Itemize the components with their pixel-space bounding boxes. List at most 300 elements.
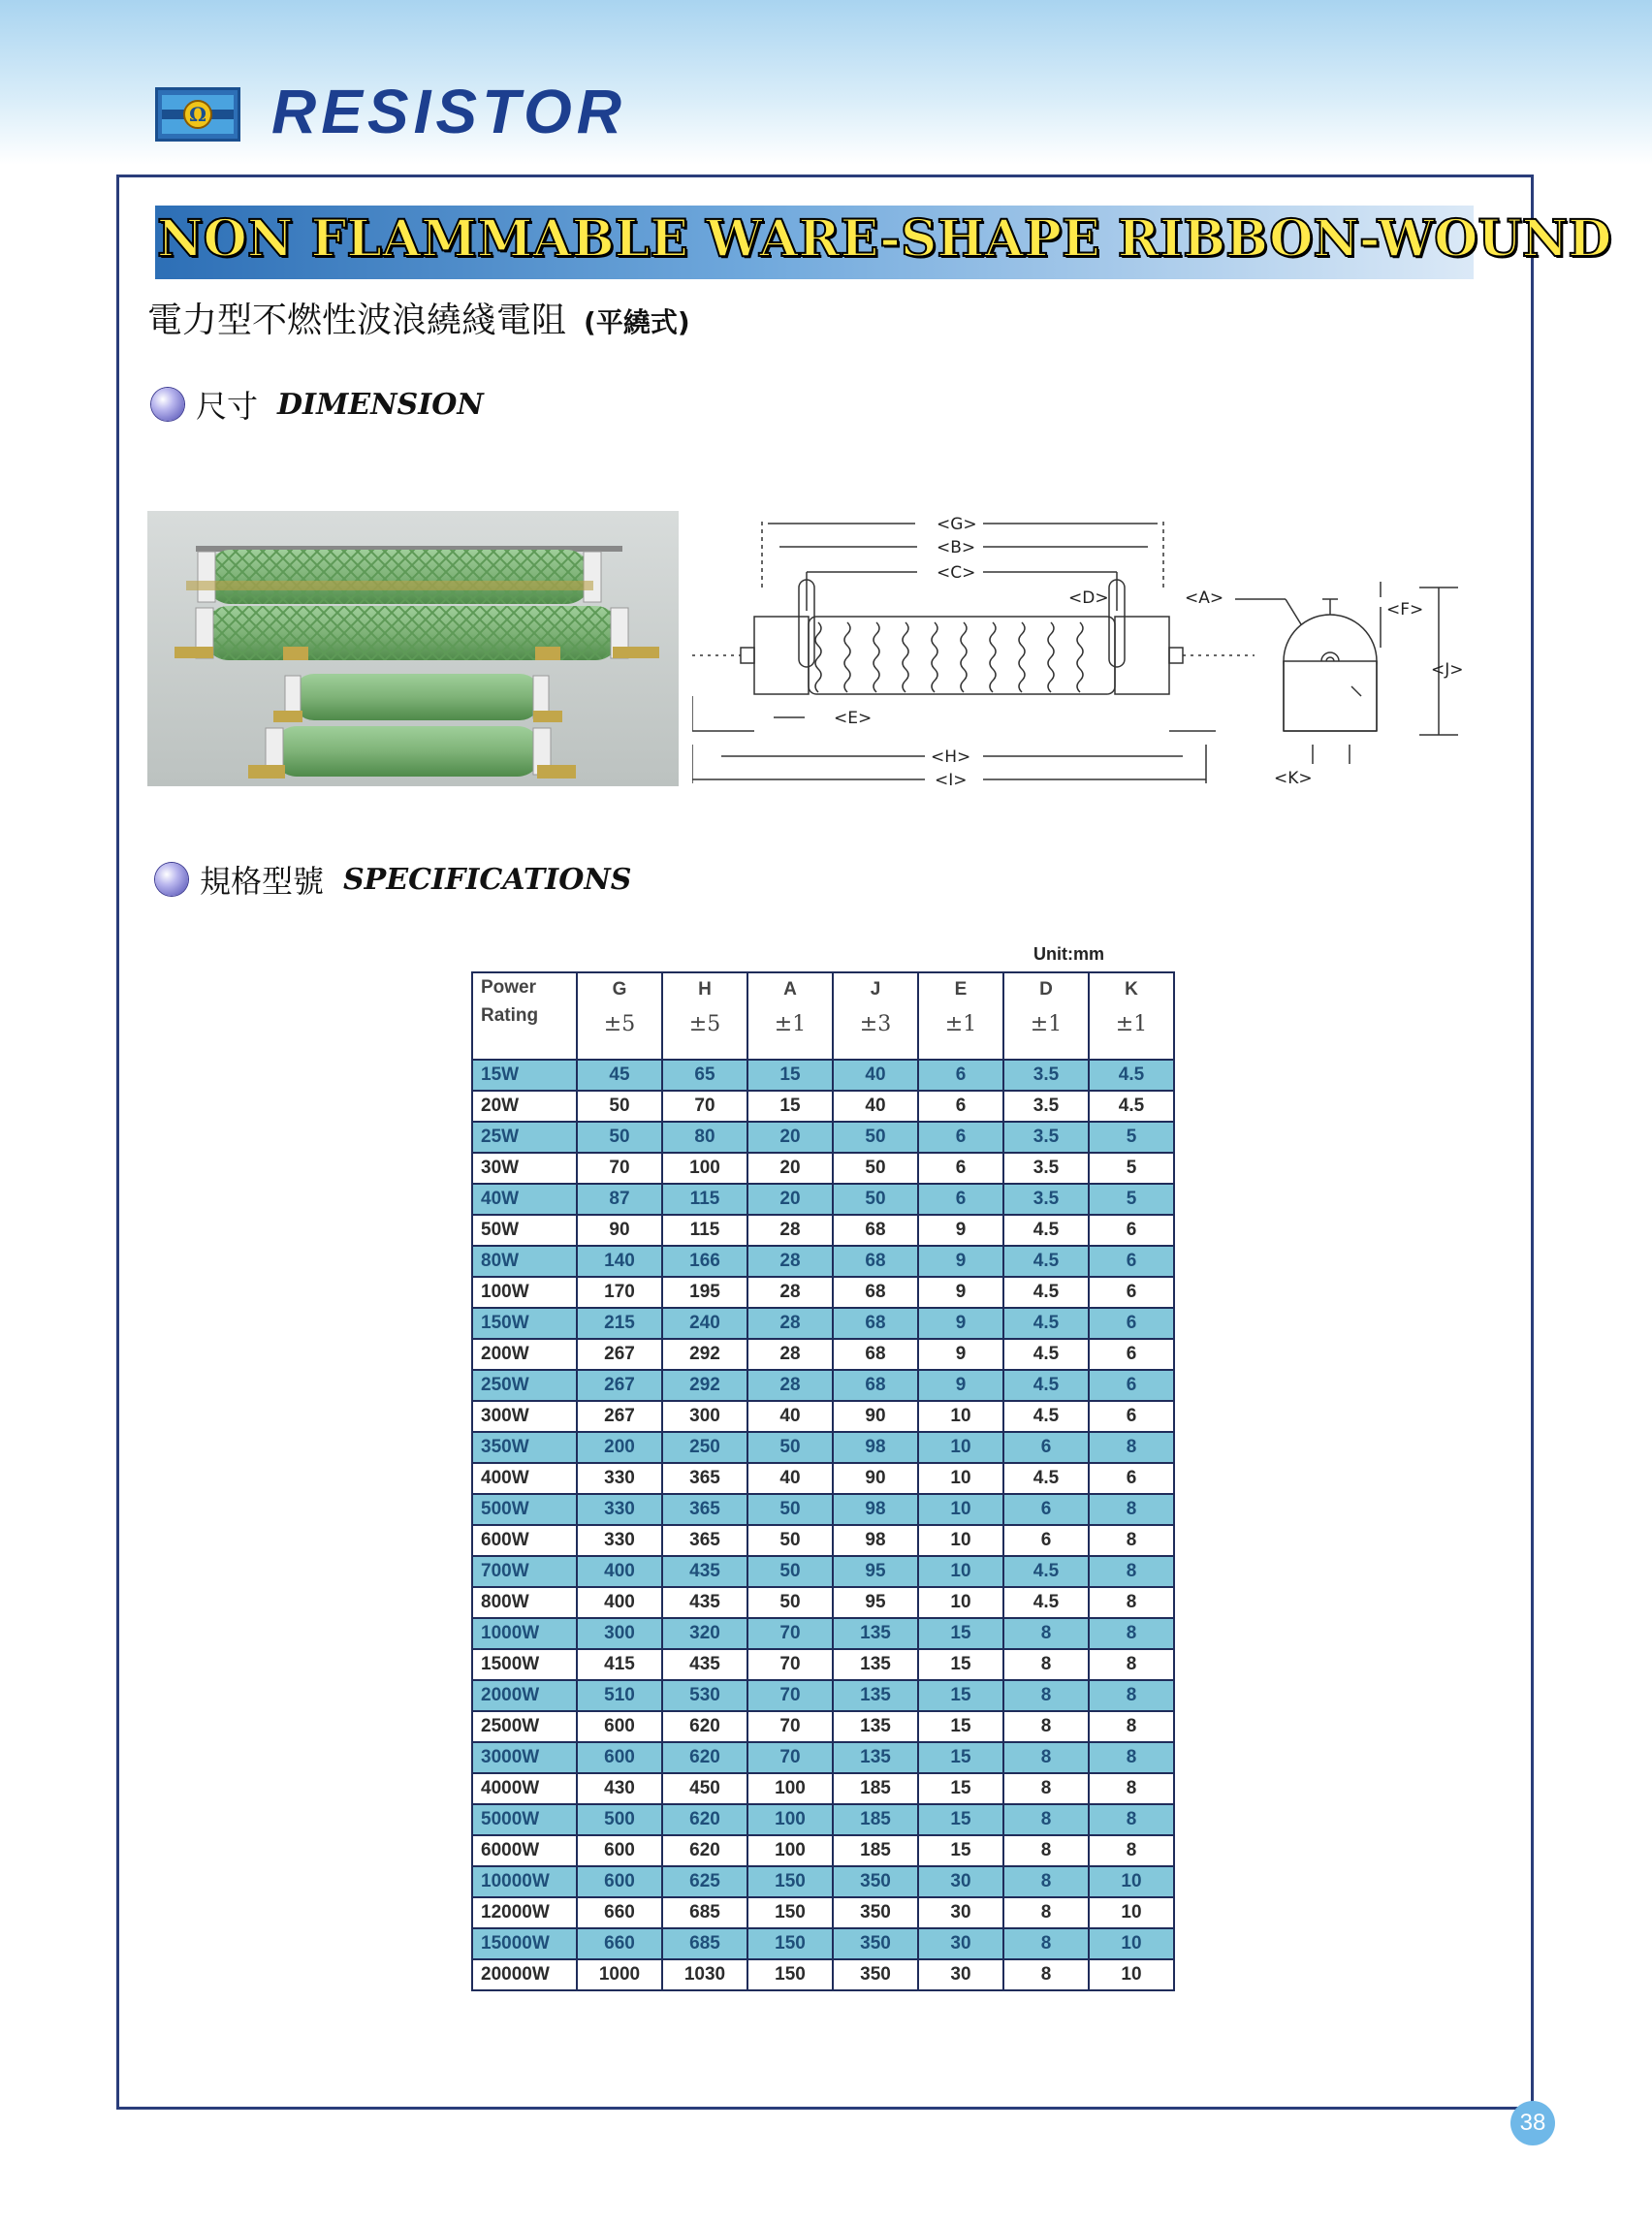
table-cell: 8 xyxy=(1089,1742,1174,1773)
table-cell: 3.5 xyxy=(1003,1184,1089,1215)
table-cell: 9 xyxy=(918,1246,1003,1277)
power-rating-cell: 30W xyxy=(472,1153,577,1184)
bullet-icon xyxy=(151,388,184,421)
table-cell: 620 xyxy=(662,1804,747,1835)
table-cell: 4.5 xyxy=(1089,1060,1174,1091)
table-row xyxy=(472,1494,1174,1525)
table-cell: 250 xyxy=(662,1432,747,1463)
table-cell: 5 xyxy=(1089,1122,1174,1153)
table-cell: 240 xyxy=(662,1308,747,1339)
power-rating-cell: 10000W xyxy=(472,1866,577,1897)
table-cell: 40 xyxy=(747,1463,833,1494)
table-cell: 65 xyxy=(662,1060,747,1091)
table-cell: 8 xyxy=(1003,1773,1089,1804)
column-header-label: A xyxy=(783,979,797,1000)
table-cell: 10 xyxy=(1089,1959,1174,1990)
specifications-english: SPECIFICATIONS xyxy=(343,862,632,897)
subtitle-paren: (平繞式) xyxy=(584,306,690,338)
table-cell: 6 xyxy=(1089,1401,1174,1432)
label-I: <I> xyxy=(935,771,968,790)
table-cell: 4.5 xyxy=(1003,1246,1089,1277)
table-cell: 3.5 xyxy=(1003,1122,1089,1153)
column-header-label: K xyxy=(1125,979,1138,1000)
table-cell: 98 xyxy=(833,1494,918,1525)
power-rating-cell: 15W xyxy=(472,1060,577,1091)
power-rating-cell: 1000W xyxy=(472,1618,577,1649)
table-row xyxy=(472,1556,1174,1587)
power-rating-cell: 350W xyxy=(472,1432,577,1463)
power-rating-cell: 250W xyxy=(472,1370,577,1401)
table-cell: 400 xyxy=(577,1587,662,1618)
table-row xyxy=(472,1649,1174,1680)
product-photo xyxy=(147,511,679,786)
table-cell: 6 xyxy=(1089,1277,1174,1308)
power-rating-cell: 20W xyxy=(472,1091,577,1122)
table-cell: 8 xyxy=(1089,1587,1174,1618)
table-cell: 8 xyxy=(1089,1432,1174,1463)
table-cell: 6 xyxy=(1003,1432,1089,1463)
table-cell: 70 xyxy=(577,1153,662,1184)
table-cell: 4.5 xyxy=(1003,1463,1089,1494)
table-row xyxy=(472,1277,1174,1308)
table-cell: 350 xyxy=(833,1866,918,1897)
column-header xyxy=(833,972,918,1060)
table-row xyxy=(472,1804,1174,1835)
table-cell: 100 xyxy=(747,1835,833,1866)
table-cell: 6 xyxy=(1089,1246,1174,1277)
table-cell: 430 xyxy=(577,1773,662,1804)
table-cell: 70 xyxy=(747,1680,833,1711)
table-cell: 620 xyxy=(662,1711,747,1742)
table-cell: 140 xyxy=(577,1246,662,1277)
table-cell: 90 xyxy=(833,1401,918,1432)
table-cell: 435 xyxy=(662,1587,747,1618)
table-cell: 4.5 xyxy=(1003,1556,1089,1587)
column-header-label: J xyxy=(870,979,881,1000)
power-rating-cell: 4000W xyxy=(472,1773,577,1804)
table-cell: 350 xyxy=(833,1897,918,1928)
table-cell: 9 xyxy=(918,1215,1003,1246)
power-rating-cell: 100W xyxy=(472,1277,577,1308)
table-row xyxy=(472,1742,1174,1773)
table-cell: 8 xyxy=(1003,1866,1089,1897)
label-K: <K> xyxy=(1274,769,1313,788)
table-cell: 95 xyxy=(833,1587,918,1618)
table-cell: 15 xyxy=(918,1711,1003,1742)
table-row xyxy=(472,1122,1174,1153)
column-header xyxy=(1003,972,1089,1060)
table-cell: 435 xyxy=(662,1556,747,1587)
table-cell: 15 xyxy=(918,1680,1003,1711)
table-cell: 400 xyxy=(577,1556,662,1587)
table-cell: 4.5 xyxy=(1003,1339,1089,1370)
table-cell: 135 xyxy=(833,1649,918,1680)
table-cell: 3.5 xyxy=(1003,1060,1089,1091)
table-cell: 90 xyxy=(577,1215,662,1246)
table-cell: 40 xyxy=(747,1401,833,1432)
table-cell: 15 xyxy=(747,1060,833,1091)
table-cell: 320 xyxy=(662,1618,747,1649)
table-cell: 50 xyxy=(747,1432,833,1463)
power-rating-cell: 800W xyxy=(472,1587,577,1618)
table-cell: 300 xyxy=(577,1618,662,1649)
table-cell: 330 xyxy=(577,1525,662,1556)
table-row xyxy=(472,1928,1174,1959)
table-cell: 600 xyxy=(577,1866,662,1897)
power-rating-cell: 15000W xyxy=(472,1928,577,1959)
table-cell: 185 xyxy=(833,1835,918,1866)
table-cell: 68 xyxy=(833,1246,918,1277)
table-cell: 5 xyxy=(1089,1184,1174,1215)
table-cell: 30 xyxy=(918,1928,1003,1959)
table-cell: 267 xyxy=(577,1401,662,1432)
table-cell: 267 xyxy=(577,1339,662,1370)
table-cell: 600 xyxy=(577,1835,662,1866)
column-tolerance: ±5 xyxy=(603,1012,636,1036)
product-title: NON FLAMMABLE WARE-SHAPE RIBBON-WOUND xyxy=(157,209,1612,269)
table-cell: 215 xyxy=(577,1308,662,1339)
table-cell: 450 xyxy=(662,1773,747,1804)
table-cell: 9 xyxy=(918,1370,1003,1401)
column-tolerance: ±3 xyxy=(859,1012,892,1036)
table-cell: 660 xyxy=(577,1928,662,1959)
table-row xyxy=(472,1897,1174,1928)
table-cell: 6 xyxy=(1089,1339,1174,1370)
table-cell: 620 xyxy=(662,1742,747,1773)
power-rating-cell: 25W xyxy=(472,1122,577,1153)
table-cell: 9 xyxy=(918,1277,1003,1308)
table-cell: 10 xyxy=(918,1587,1003,1618)
table-cell: 8 xyxy=(1089,1711,1174,1742)
table-row xyxy=(472,1060,1174,1091)
table-cell: 8 xyxy=(1003,1835,1089,1866)
power-rating-cell: 600W xyxy=(472,1525,577,1556)
table-cell: 10 xyxy=(918,1401,1003,1432)
table-cell: 8 xyxy=(1003,1649,1089,1680)
table-cell: 8 xyxy=(1003,1804,1089,1835)
table-cell: 6 xyxy=(1089,1308,1174,1339)
header-background xyxy=(0,0,1652,165)
table-row xyxy=(472,1091,1174,1122)
label-A: <A> xyxy=(1185,588,1224,608)
table-cell: 6 xyxy=(1003,1525,1089,1556)
table-cell: 4.5 xyxy=(1003,1215,1089,1246)
table-cell: 50 xyxy=(577,1091,662,1122)
table-body xyxy=(472,1060,1174,1990)
power-rating-cell: 500W xyxy=(472,1494,577,1525)
column-tolerance: ±1 xyxy=(944,1012,977,1036)
column-header xyxy=(747,972,833,1060)
table-cell: 50 xyxy=(833,1184,918,1215)
power-rating-cell: 6000W xyxy=(472,1835,577,1866)
table-cell: 70 xyxy=(747,1649,833,1680)
table-cell: 8 xyxy=(1003,1928,1089,1959)
table-cell: 350 xyxy=(833,1959,918,1990)
label-B: <B> xyxy=(937,538,976,557)
table-cell: 50 xyxy=(833,1122,918,1153)
column-header xyxy=(577,972,662,1060)
power-rating-cell: 20000W xyxy=(472,1959,577,1990)
table-cell: 8 xyxy=(1003,1897,1089,1928)
table-cell: 150 xyxy=(747,1866,833,1897)
table-cell: 50 xyxy=(577,1122,662,1153)
column-header-label: E xyxy=(954,979,968,1000)
column-header xyxy=(1089,972,1174,1060)
table-cell: 365 xyxy=(662,1494,747,1525)
column-header-label: H xyxy=(698,979,712,1000)
table-cell: 4.5 xyxy=(1003,1277,1089,1308)
table-cell: 50 xyxy=(747,1587,833,1618)
table-row xyxy=(472,1339,1174,1370)
power-rating-cell: 200W xyxy=(472,1339,577,1370)
table-cell: 4.5 xyxy=(1003,1587,1089,1618)
power-rating-cell: 2000W xyxy=(472,1680,577,1711)
table-cell: 15 xyxy=(918,1742,1003,1773)
page-number: 38 xyxy=(1510,2101,1555,2145)
table-cell: 6 xyxy=(918,1184,1003,1215)
table-cell: 8 xyxy=(1089,1649,1174,1680)
label-E: <E> xyxy=(834,709,873,728)
table-cell: 68 xyxy=(833,1339,918,1370)
label-D: <D> xyxy=(1068,588,1109,608)
column-tolerance: ±5 xyxy=(688,1012,721,1036)
table-cell: 70 xyxy=(747,1742,833,1773)
table-cell: 70 xyxy=(662,1091,747,1122)
table-cell: 4.5 xyxy=(1003,1308,1089,1339)
table-row xyxy=(472,1308,1174,1339)
table-cell: 8 xyxy=(1003,1711,1089,1742)
table-cell: 415 xyxy=(577,1649,662,1680)
table-row xyxy=(472,1432,1174,1463)
table-cell: 4.5 xyxy=(1089,1091,1174,1122)
table-cell: 8 xyxy=(1003,1680,1089,1711)
table-cell: 68 xyxy=(833,1370,918,1401)
table-cell: 267 xyxy=(577,1370,662,1401)
table-cell: 135 xyxy=(833,1711,918,1742)
table-cell: 6 xyxy=(1003,1494,1089,1525)
table-cell: 50 xyxy=(833,1153,918,1184)
table-cell: 28 xyxy=(747,1370,833,1401)
power-rating-cell: 150W xyxy=(472,1308,577,1339)
table-cell: 365 xyxy=(662,1525,747,1556)
table-row xyxy=(472,1246,1174,1277)
specifications-table xyxy=(471,971,1175,1991)
table-cell: 8 xyxy=(1089,1618,1174,1649)
dimension-chinese: 尺寸 xyxy=(196,388,259,425)
table-cell: 15 xyxy=(918,1835,1003,1866)
table-cell: 50 xyxy=(747,1556,833,1587)
table-cell: 185 xyxy=(833,1804,918,1835)
table-cell: 685 xyxy=(662,1897,747,1928)
table-cell: 195 xyxy=(662,1277,747,1308)
power-rating-cell: 300W xyxy=(472,1401,577,1432)
table-cell: 100 xyxy=(747,1804,833,1835)
unit-label: Unit:mm xyxy=(1033,944,1104,964)
column-header-label: G xyxy=(612,979,627,1000)
table-cell: 435 xyxy=(662,1649,747,1680)
table-cell: 68 xyxy=(833,1308,918,1339)
table-cell: 6 xyxy=(1089,1215,1174,1246)
power-rating-cell: 80W xyxy=(472,1246,577,1277)
table-cell: 90 xyxy=(833,1463,918,1494)
table-cell: 100 xyxy=(662,1153,747,1184)
table-cell: 68 xyxy=(833,1277,918,1308)
power-rating-cell: 400W xyxy=(472,1463,577,1494)
table-cell: 100 xyxy=(747,1773,833,1804)
column-tolerance: ±1 xyxy=(1115,1012,1148,1036)
table-row xyxy=(472,1711,1174,1742)
table-cell: 625 xyxy=(662,1866,747,1897)
table-row xyxy=(472,1866,1174,1897)
table-cell: 5 xyxy=(1089,1153,1174,1184)
table-cell: 15 xyxy=(918,1773,1003,1804)
label-H: <H> xyxy=(931,747,971,767)
table-cell: 6 xyxy=(918,1091,1003,1122)
table-cell: 10 xyxy=(918,1494,1003,1525)
table-cell: 115 xyxy=(662,1184,747,1215)
table-cell: 8 xyxy=(1089,1804,1174,1835)
table-row xyxy=(472,1773,1174,1804)
dimension-heading xyxy=(151,382,484,427)
table-cell: 68 xyxy=(833,1215,918,1246)
table-cell: 70 xyxy=(747,1618,833,1649)
table-cell: 28 xyxy=(747,1339,833,1370)
dimension-english: DIMENSION xyxy=(277,387,484,422)
table-cell: 510 xyxy=(577,1680,662,1711)
table-cell: 10 xyxy=(918,1525,1003,1556)
table-cell: 8 xyxy=(1089,1494,1174,1525)
table-row xyxy=(472,1370,1174,1401)
power-rating-cell: 50W xyxy=(472,1215,577,1246)
column-header-label: D xyxy=(1039,979,1053,1000)
product-subtitle xyxy=(147,293,690,342)
table-cell: 87 xyxy=(577,1184,662,1215)
table-cell: 9 xyxy=(918,1308,1003,1339)
table-cell: 98 xyxy=(833,1432,918,1463)
table-cell: 170 xyxy=(577,1277,662,1308)
table-cell: 70 xyxy=(747,1711,833,1742)
table-cell: 20 xyxy=(747,1184,833,1215)
table-cell: 292 xyxy=(662,1370,747,1401)
table-cell: 28 xyxy=(747,1246,833,1277)
svg-text:Ω: Ω xyxy=(189,103,206,126)
table-cell: 8 xyxy=(1089,1525,1174,1556)
table-cell: 6 xyxy=(918,1122,1003,1153)
power-rating-cell: 700W xyxy=(472,1556,577,1587)
table-cell: 3.5 xyxy=(1003,1153,1089,1184)
specifications-chinese: 規格型號 xyxy=(200,863,325,900)
table-cell: 6 xyxy=(918,1060,1003,1091)
power-rating-cell: 3000W xyxy=(472,1742,577,1773)
table-cell: 10 xyxy=(918,1463,1003,1494)
table-cell: 4.5 xyxy=(1003,1401,1089,1432)
table-cell: 8 xyxy=(1089,1680,1174,1711)
table-cell: 8 xyxy=(1003,1742,1089,1773)
table-cell: 80 xyxy=(662,1122,747,1153)
table-cell: 135 xyxy=(833,1680,918,1711)
table-cell: 28 xyxy=(747,1277,833,1308)
table-cell: 10 xyxy=(1089,1928,1174,1959)
table-cell: 292 xyxy=(662,1339,747,1370)
table-row xyxy=(472,1618,1174,1649)
table-cell: 8 xyxy=(1089,1835,1174,1866)
table-cell: 20 xyxy=(747,1122,833,1153)
table-cell: 600 xyxy=(577,1742,662,1773)
table-cell: 1000 xyxy=(577,1959,662,1990)
table-cell: 6 xyxy=(1089,1370,1174,1401)
power-rating-cell: 5000W xyxy=(472,1804,577,1835)
label-J: <J> xyxy=(1431,660,1464,680)
table-cell: 330 xyxy=(577,1494,662,1525)
table-cell: 135 xyxy=(833,1618,918,1649)
table-cell: 40 xyxy=(833,1091,918,1122)
table-row xyxy=(472,1184,1174,1215)
table-cell: 660 xyxy=(577,1897,662,1928)
table-cell: 350 xyxy=(833,1928,918,1959)
table-cell: 8 xyxy=(1089,1773,1174,1804)
table-cell: 500 xyxy=(577,1804,662,1835)
power-rating-cell: 2500W xyxy=(472,1711,577,1742)
table-cell: 600 xyxy=(577,1711,662,1742)
table-cell: 365 xyxy=(662,1463,747,1494)
table-cell: 4.5 xyxy=(1003,1370,1089,1401)
table-cell: 15 xyxy=(747,1091,833,1122)
table-cell: 10 xyxy=(1089,1866,1174,1897)
table-cell: 8 xyxy=(1003,1959,1089,1990)
specifications-heading xyxy=(155,857,631,902)
brand-title: RESISTOR xyxy=(271,77,626,146)
table-cell: 8 xyxy=(1003,1618,1089,1649)
table-cell: 50 xyxy=(747,1494,833,1525)
table-cell: 1030 xyxy=(662,1959,747,1990)
table-cell: 45 xyxy=(577,1060,662,1091)
table-row xyxy=(472,1401,1174,1432)
table-row xyxy=(472,1525,1174,1556)
table-cell: 15 xyxy=(918,1649,1003,1680)
bullet-icon xyxy=(155,863,188,896)
table-cell: 620 xyxy=(662,1835,747,1866)
subtitle-chinese: 電力型不燃性波浪繞綫電阻 xyxy=(147,301,567,340)
table-cell: 10 xyxy=(918,1556,1003,1587)
table-cell: 6 xyxy=(1089,1463,1174,1494)
label-F: <F> xyxy=(1386,600,1424,620)
table-cell: 28 xyxy=(747,1308,833,1339)
table-cell: 115 xyxy=(662,1215,747,1246)
table-cell: 530 xyxy=(662,1680,747,1711)
label-G: <G> xyxy=(937,515,977,534)
table-cell: 150 xyxy=(747,1897,833,1928)
table-row xyxy=(472,1215,1174,1246)
table-cell: 185 xyxy=(833,1773,918,1804)
table-cell: 685 xyxy=(662,1928,747,1959)
table-cell: 330 xyxy=(577,1463,662,1494)
table-cell: 8 xyxy=(1089,1556,1174,1587)
column-header xyxy=(662,972,747,1060)
table-cell: 20 xyxy=(747,1153,833,1184)
table-row xyxy=(472,1153,1174,1184)
column-tolerance: ±1 xyxy=(774,1012,807,1036)
table-cell: 135 xyxy=(833,1742,918,1773)
table-cell: 95 xyxy=(833,1556,918,1587)
table-row xyxy=(472,1463,1174,1494)
table-cell: 30 xyxy=(918,1866,1003,1897)
table-cell: 10 xyxy=(1089,1897,1174,1928)
table-cell: 50 xyxy=(747,1525,833,1556)
table-cell: 30 xyxy=(918,1897,1003,1928)
table-row xyxy=(472,1959,1174,1990)
table-cell: 40 xyxy=(833,1060,918,1091)
table-row xyxy=(472,1835,1174,1866)
